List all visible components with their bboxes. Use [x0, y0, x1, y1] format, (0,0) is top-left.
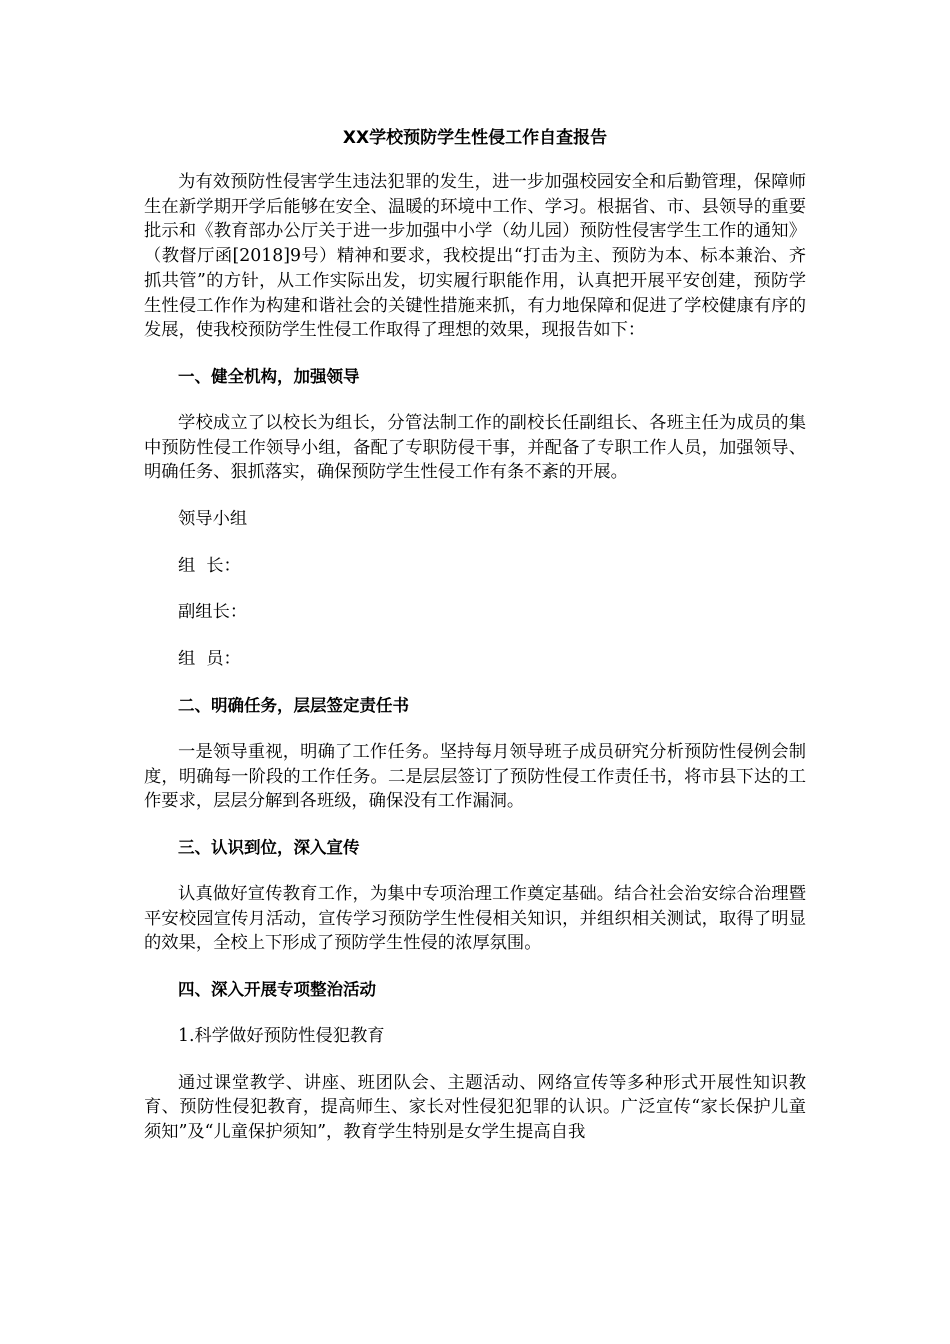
group-leader-line: 组 长：	[178, 555, 241, 576]
document-page	[144, 120, 806, 1167]
document-title: XX学校预防学生性侵工作自查报告	[342, 128, 608, 148]
section-1-body: 学校成立了以校长为组长，分管法制工作的副校长任副组长、各班主任为成员的集中预防性侵工作领导小组，备配了专职防侵干事，并配备了专职工作人员，加强领导、明确任务、狠抓落实，确保预防学生性侵工作有条不紊的开展。	[144, 412, 806, 483]
section-2-heading: 二、明确任务，层层签定责任书	[178, 695, 409, 715]
deputy-leader-line: 副组长：	[178, 602, 248, 623]
section-4-heading: 四、深入开展专项整治活动	[178, 980, 376, 1000]
section-1-heading: 一、健全机构，加强领导	[178, 366, 360, 386]
section-4-body: 通过课堂教学、讲座、班团队会、主题活动、网络宣传等多种形式开展性知识教育、预防性侵犯教育，提高师生、家长对性侵犯犯罪的认识。广泛宣传“家长保护儿童须知”及“儿童保护须知”，教育学生特别是女学生提高自我	[144, 1072, 806, 1143]
intro-paragraph: 为有效预防性侵害学生违法犯罪的发生，进一步加强校园安全和后勤管理，保障师生在新学期开学后能够在安全、温暖的环境中工作、学习。根据省、市、县领导的重要批示和《教育部办公厅关于进一步加强中小学（幼儿园）预防性侵害学生工作的通知》（教督厅函[2018]9号）精神和要求，我校提出“打击为主、预防为本、标本兼治、齐抓共管”的方针，从工作实际出发，切实履行职能作用，认真把开展平安创建，预防学生性侵工作作为构建和谐社会的关键性措施来抓，有力地保障和促进了学校健康有序的发展，使我校预防学生性侵工作取得了理想的效果，现报告如下：	[144, 172, 806, 341]
section-3-body: 认真做好宣传教育工作，为集中专项治理工作奠定基础。结合社会治安综合治理暨平安校园宣传月活动，宣传学习预防学生性侵相关知识，并组织相关测试，取得了明显的效果，全校上下形成了预防学生性侵的浓厚氛围。	[144, 883, 806, 954]
section-4-subheading-1: 1.科学做好预防性侵犯教育	[178, 1026, 385, 1047]
group-members-line: 组 员：	[178, 649, 241, 670]
section-2-body: 一是领导重视，明确了工作任务。坚持每月领导班子成员研究分析预防性侵例会制度，明确每一阶段的工作任务。二是层层签订了预防性侵工作责任书，将市县下达的工作要求，层层分解到各班级，确保没有工作漏洞。	[144, 741, 806, 812]
section-3-heading: 三、认识到位，深入宣传	[178, 837, 360, 857]
leadership-group-label: 领导小组	[178, 509, 248, 530]
